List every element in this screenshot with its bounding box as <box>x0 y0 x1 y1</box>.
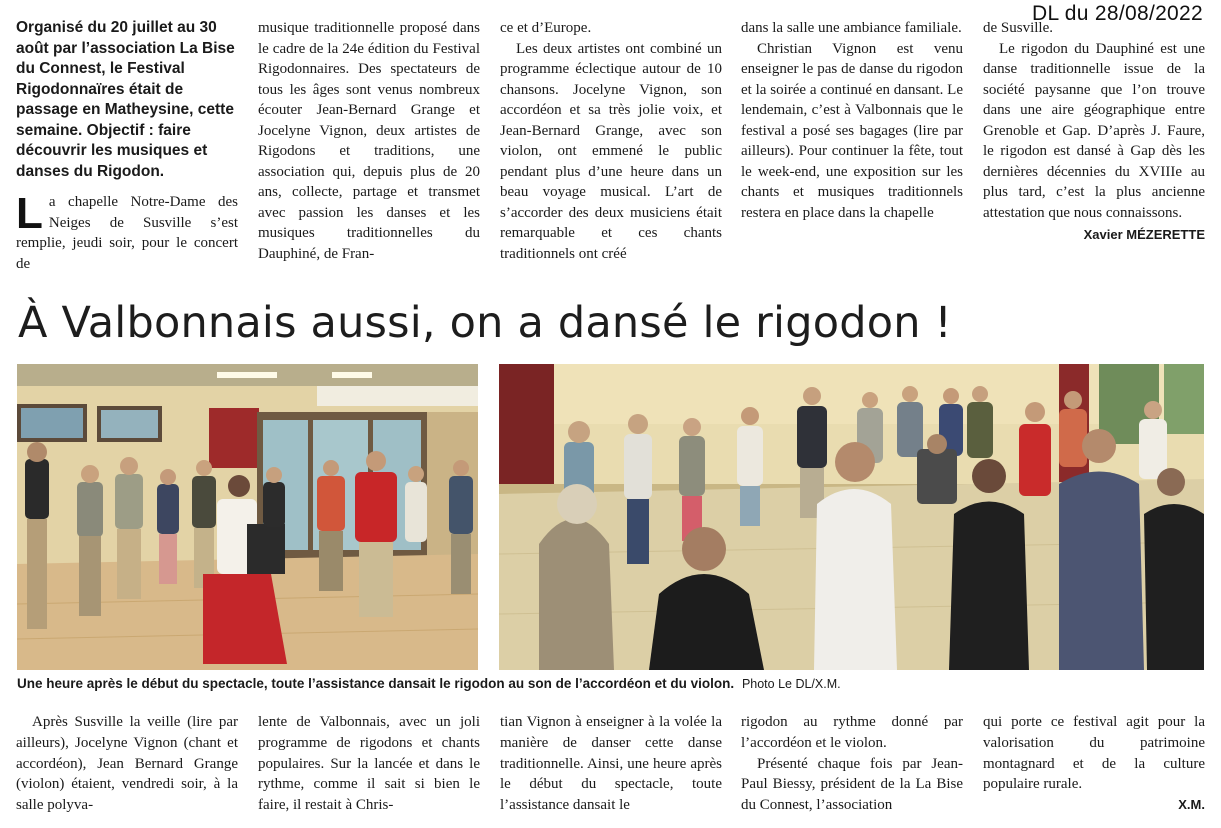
column-text: ce et d’Europe. <box>500 20 592 36</box>
bottom-column-4 <box>741 712 963 816</box>
column-text: tian Vignon à enseigner à la volée la manière de danser cette danse traditionnelle. Ainsi, une heure après le début du spectacle, toute l’assistance dansait le <box>500 714 722 814</box>
date-stamp: DL du 28/08/2022 <box>1032 2 1203 25</box>
column-text: qui porte ce festival agit pour la valorisation du patrimoine montagnard et de la culture populaire rurale. <box>983 714 1205 793</box>
article-column-1 <box>16 18 238 274</box>
column-text: Les deux artistes ont combiné un programme éclectique autour de 10 chansons. Jocelyne Vignon, son accordéon et sa très jolie voix, et Jean-Bernard Grange, avec son violon, ont emmené le public pendant plus d’une heure dans un beau voyage musical. L’art de s’accorder des deux musiciens était remarquable et ces chants traditionnels ont créé <box>500 40 722 262</box>
photo-illustration-right <box>499 364 1204 670</box>
bottom-column-1 <box>16 712 238 816</box>
column-text: Christian Vignon est venu enseigner le pas de danse du rigodon et la soirée a continué en dansant. Le lendemain, c’est à Valbonnais que le festival a posé ses bagages (lire par ailleurs). Pour continuer la fête, tout le week-end, une exposition sur les chants et musiques traditionnels restera en place dans la chapelle <box>741 40 963 221</box>
column-text: lente de Valbonnais, avec un joli programme de rigodons et chants populaires. Sur la lancée et dans le rythme, comme il sait si bien le faire, il restait à Chris- <box>258 714 480 814</box>
column-text: rigodon au rythme donné par l’accordéon et le violon. <box>741 714 963 751</box>
bottom-column-3 <box>500 712 722 816</box>
drop-cap: L <box>16 189 43 238</box>
article-column-3 <box>500 18 722 264</box>
bottom-column-5 <box>983 712 1205 816</box>
byline-last-name: MÉZERETTE <box>1126 227 1205 242</box>
photo-illustration-left <box>17 364 478 670</box>
article-lead <box>16 189 238 274</box>
byline <box>983 225 1205 246</box>
bottom-column-2 <box>258 712 480 816</box>
column-text: dans la salle une ambiance familiale. <box>741 20 962 36</box>
article-intro: Organisé du 20 juillet au 30 août par l’association La Bise du Connest, le Festival Rigodonnaïres était de passage en Matheysine, cette semaine. Objectif : faire découvrir les musiques et danses du Rigodon. <box>16 19 235 180</box>
photo-dance-hall-left <box>17 364 478 670</box>
photo-dance-circle-right <box>499 364 1204 670</box>
byline-first-name: Xavier <box>1083 227 1123 242</box>
article-column-5 <box>983 18 1205 246</box>
column-text: Présenté chaque fois par Jean-Paul Biessy, président de la La Bise du Connest, l’association <box>741 755 963 814</box>
column-text: Le rigodon du Dauphiné est une danse traditionnelle issue de la société paysanne que l’on trouve dans une aire géographique entre Grenoble et Gap. D’après J. Faure, le rigodon est dansé à Gap dès les dernières décennies du XVIIIe au plus tard, c’est la plus ancienne attestation que nous connaissons. <box>983 40 1205 221</box>
caption-text: Une heure après le début du spectacle, toute l’assistance dansait le rigodon au son de l’accordéon et du violon. <box>17 676 735 691</box>
photo-credit: Photo Le DL/X.M. <box>741 677 841 691</box>
top-article <box>16 18 1206 272</box>
signoff: X.M. <box>1178 797 1205 813</box>
lead-text: a chapelle Notre-Dame des Neiges de Susville s’est remplie, jeudi soir, pour le concert de <box>16 194 238 272</box>
column-text: de Susville. <box>983 20 1053 36</box>
column-text: musique traditionnelle proposé dans le cadre de la 24e édition du Festival Rigodonnaires. Des spectateurs de tous les âges sont venus nombreux écouter Jean-Bernard Grange et Jocelyne Vignon, deux artistes de Rigodons et traditions, une association qui, depuis plus de 20 ans, collecte, partage et transmet avec passion les danses et les musiques traditionnelles du Dauphiné, de Fran- <box>258 20 480 262</box>
bottom-article <box>16 712 1206 824</box>
photo-caption <box>17 676 1207 691</box>
article-column-2 <box>258 18 480 264</box>
column-text: Après Susville la veille (lire par ailleurs), Jocelyne Vignon (chant et accordéon), Jean Bernard Grange (violon) étaient, vendredi soir, à la salle polyva- <box>16 714 238 814</box>
headline: À Valbonnais aussi, on a dansé le rigodon ! <box>18 298 952 348</box>
article-column-4 <box>741 18 963 223</box>
